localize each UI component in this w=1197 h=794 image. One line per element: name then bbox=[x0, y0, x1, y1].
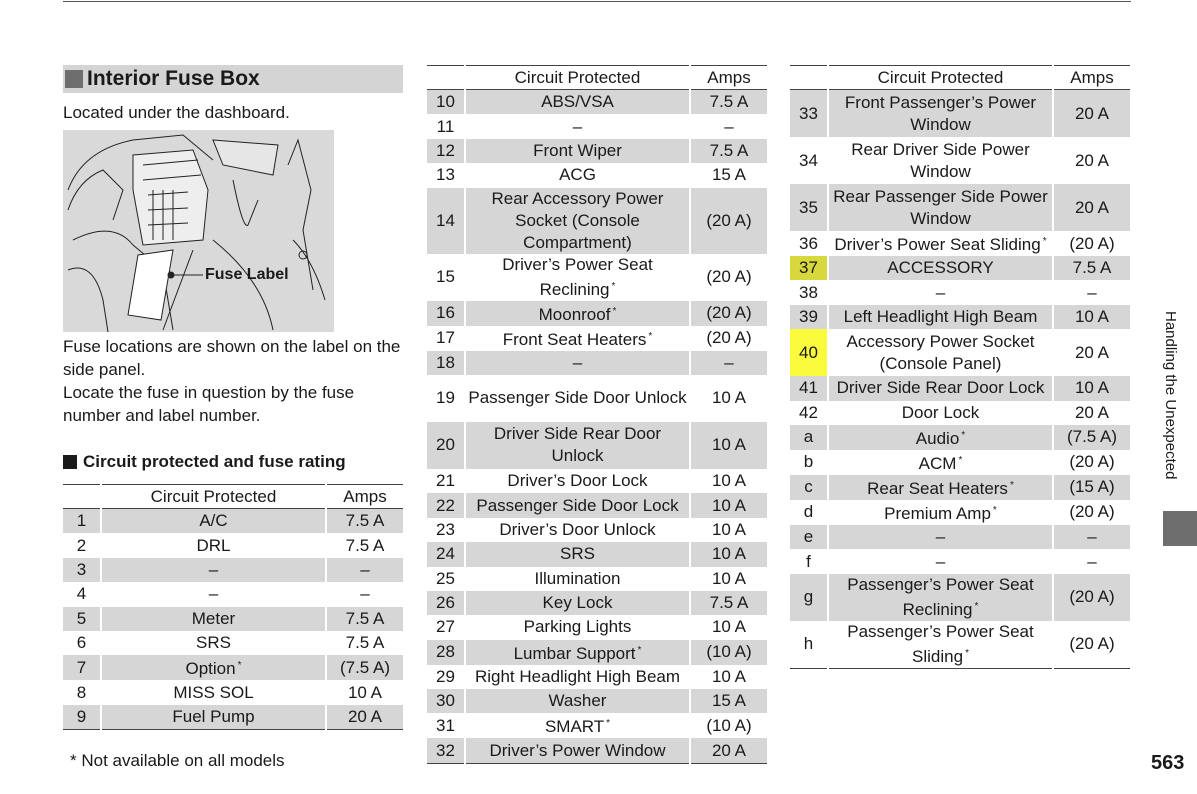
fuse-number: 33 bbox=[790, 90, 828, 138]
circuit-cell bbox=[828, 450, 1053, 475]
chapter-tab-marker[interactable] bbox=[1163, 511, 1197, 546]
circuit-name: MISS SOL bbox=[173, 682, 254, 702]
section-title bbox=[63, 65, 403, 93]
circuit-cell bbox=[828, 184, 1053, 231]
amps-value: 20 A bbox=[1053, 90, 1130, 138]
circuit-name: Driver’s Power Seat Reclining bbox=[502, 254, 653, 299]
circuit-cell bbox=[465, 567, 690, 591]
table-row bbox=[63, 680, 403, 704]
circuit-name: Audio bbox=[915, 428, 960, 448]
fuse-number: 39 bbox=[790, 305, 828, 329]
header-amps: Amps bbox=[326, 485, 403, 509]
subheading bbox=[63, 452, 346, 472]
circuit-name: Left Headlight High Beam bbox=[843, 306, 1038, 326]
fuse-number: 28 bbox=[427, 640, 465, 665]
footnote-marker: * bbox=[606, 718, 611, 730]
circuit-cell bbox=[101, 607, 326, 631]
circuit-name: Passenger Side Door Unlock bbox=[468, 388, 687, 408]
table-row bbox=[790, 305, 1130, 329]
table-row bbox=[63, 582, 403, 606]
amps-value: 15 A bbox=[690, 163, 767, 187]
amps-value: 20 A bbox=[690, 738, 767, 763]
amps-value: – bbox=[690, 351, 767, 375]
table-row bbox=[427, 591, 767, 615]
circuit-cell bbox=[828, 280, 1053, 304]
fuse-number: 9 bbox=[63, 705, 101, 730]
circuit-cell bbox=[828, 475, 1053, 500]
circuit-name: Driver Side Rear Door Unlock bbox=[493, 424, 662, 466]
circuit-cell bbox=[465, 665, 690, 689]
table-row bbox=[427, 493, 767, 517]
amps-value: 7.5 A bbox=[326, 509, 403, 534]
amps-value: 10 A bbox=[690, 375, 767, 422]
circuit-name: Option bbox=[185, 659, 236, 679]
footnote-marker: * bbox=[1009, 479, 1014, 491]
circuit-cell bbox=[465, 188, 690, 254]
table-row bbox=[427, 188, 767, 254]
table-row bbox=[790, 549, 1130, 573]
circuit-cell bbox=[465, 90, 690, 115]
fuse-number: 18 bbox=[427, 351, 465, 375]
table-header bbox=[790, 66, 1130, 90]
circuit-cell bbox=[828, 90, 1053, 138]
table-row bbox=[427, 163, 767, 187]
fuse-number: 24 bbox=[427, 542, 465, 566]
fuse-number: h bbox=[803, 634, 814, 654]
fuse-number: 17 bbox=[436, 328, 455, 348]
header-circuit: Circuit Protected bbox=[828, 66, 1053, 90]
fuse-number: e bbox=[790, 525, 828, 549]
circuit-cell bbox=[828, 549, 1053, 573]
circuit-name: Passenger’s Power Seat Sliding bbox=[847, 621, 1034, 666]
table-row bbox=[427, 615, 767, 639]
table-row bbox=[790, 425, 1130, 450]
amps-value: 10 A bbox=[690, 469, 767, 493]
circuit-name: Lumbar Support bbox=[513, 643, 636, 663]
circuit-name: Driver Side Rear Door Lock bbox=[836, 378, 1045, 398]
circuit-name: Door Lock bbox=[901, 402, 980, 422]
circuit-cell bbox=[465, 738, 690, 763]
location-text: Located under the dashboard. bbox=[63, 103, 290, 122]
footnote-marker: * bbox=[958, 454, 963, 466]
table-row bbox=[790, 329, 1130, 376]
amps-value: – bbox=[1053, 280, 1130, 304]
fuse-number: 30 bbox=[427, 689, 465, 713]
circuit-cell bbox=[101, 705, 326, 730]
table-row bbox=[790, 256, 1130, 280]
circuit-name: Illumination bbox=[534, 568, 621, 588]
fuse-table-3 bbox=[790, 65, 1130, 669]
amps-value: 10 A bbox=[690, 493, 767, 517]
circuit-name: SRS bbox=[560, 544, 595, 564]
circuit-cell bbox=[465, 422, 690, 469]
circuit-cell bbox=[101, 631, 326, 655]
circuit-name: Passenger Side Door Lock bbox=[476, 495, 679, 515]
subheading-marker-icon bbox=[63, 455, 77, 469]
table-row bbox=[427, 254, 767, 301]
header-number bbox=[790, 66, 828, 90]
circuit-cell bbox=[465, 114, 690, 138]
amps-value: 7.5 A bbox=[690, 591, 767, 615]
header-circuit: Circuit Protected bbox=[101, 485, 326, 509]
fuse-number: 3 bbox=[63, 558, 101, 582]
circuit-name: Rear Accessory Power Socket (Console Compartment) bbox=[491, 188, 664, 252]
fuse-label-callout: Fuse Label bbox=[205, 266, 289, 283]
amps-value: (20 A) bbox=[1053, 500, 1130, 525]
fuse-number: 4 bbox=[76, 584, 87, 604]
fuse-number: 6 bbox=[76, 633, 87, 653]
table-row bbox=[790, 525, 1130, 549]
circuit-cell bbox=[101, 582, 326, 606]
circuit-name: Right Headlight High Beam bbox=[474, 666, 681, 686]
fuse-number: 13 bbox=[436, 165, 455, 185]
amps-value: (10 A) bbox=[690, 640, 767, 665]
circuit-cell bbox=[465, 493, 690, 517]
table-row bbox=[790, 90, 1130, 138]
amps-value: – bbox=[326, 558, 403, 582]
circuit-cell bbox=[828, 376, 1053, 400]
table-row bbox=[790, 621, 1130, 669]
fuse-number: 29 bbox=[436, 666, 455, 686]
circuit-name: – bbox=[572, 352, 583, 372]
fuse-number: 32 bbox=[427, 738, 465, 763]
fuse-number: g bbox=[790, 574, 828, 621]
footnote-marker: * bbox=[992, 504, 997, 516]
fuse-number: 23 bbox=[436, 519, 455, 539]
table-row bbox=[63, 533, 403, 557]
amps-value: 10 A bbox=[690, 615, 767, 639]
circuit-name: – bbox=[935, 551, 946, 571]
amps-value: 10 A bbox=[690, 542, 767, 566]
fuse-number: 37 bbox=[790, 256, 828, 280]
amps-value: – bbox=[1053, 549, 1130, 573]
fuse-number: 11 bbox=[436, 116, 455, 136]
fuse-number: 35 bbox=[790, 184, 828, 231]
fuse-number: 22 bbox=[427, 493, 465, 517]
table-row bbox=[427, 738, 767, 763]
fuse-number: 16 bbox=[427, 301, 465, 326]
amps-value: (20 A) bbox=[1053, 450, 1130, 475]
footnote: * Not available on all models bbox=[70, 751, 285, 770]
amps-value: (20 A) bbox=[1053, 574, 1130, 621]
footnote-marker: * bbox=[637, 644, 642, 656]
table-row bbox=[427, 518, 767, 542]
fuse-number: 2 bbox=[76, 535, 87, 555]
amps-value: (10 A) bbox=[690, 713, 767, 738]
amps-value: 10 A bbox=[690, 567, 767, 591]
table-row bbox=[427, 375, 767, 422]
section-marker-icon bbox=[65, 70, 83, 88]
fuse-number: d bbox=[803, 502, 814, 522]
circuit-cell bbox=[828, 305, 1053, 329]
amps-value: 20 A bbox=[1053, 329, 1130, 376]
circuit-cell bbox=[465, 139, 690, 163]
circuit-cell bbox=[828, 574, 1053, 621]
circuit-name: SMART bbox=[544, 717, 605, 737]
circuit-cell bbox=[465, 591, 690, 615]
circuit-name: Passenger’s Power Seat Reclining bbox=[847, 574, 1034, 619]
table-row bbox=[63, 509, 403, 534]
circuit-cell bbox=[828, 500, 1053, 525]
fuse-number: 5 bbox=[63, 607, 101, 631]
table-row bbox=[63, 558, 403, 582]
table-row bbox=[427, 665, 767, 689]
fuse-number: 12 bbox=[427, 139, 465, 163]
circuit-cell bbox=[465, 615, 690, 639]
amps-value: 10 A bbox=[1053, 376, 1130, 400]
table-row bbox=[790, 574, 1130, 621]
table-row bbox=[427, 713, 767, 738]
circuit-name: Parking Lights bbox=[523, 617, 632, 637]
table-row bbox=[790, 137, 1130, 184]
description-1: Fuse locations are shown on the label on the side panel. bbox=[63, 337, 401, 379]
table-row bbox=[63, 705, 403, 730]
circuit-name: ABS/VSA bbox=[541, 92, 614, 112]
header-number bbox=[427, 66, 465, 90]
amps-value: – bbox=[326, 582, 403, 606]
circuit-cell bbox=[828, 621, 1053, 669]
circuit-name: DRL bbox=[196, 535, 231, 555]
circuit-name: ACM bbox=[918, 453, 957, 473]
fuse-table-1 bbox=[63, 484, 403, 730]
amps-value: 7.5 A bbox=[1053, 256, 1130, 280]
header-circuit: Circuit Protected bbox=[465, 66, 690, 90]
table-row bbox=[427, 422, 767, 469]
circuit-name: – bbox=[572, 116, 583, 136]
amps-value: 7.5 A bbox=[690, 139, 767, 163]
chapter-tab-label[interactable]: Handling the Unexpected bbox=[1162, 311, 1179, 480]
amps-value: (7.5 A) bbox=[326, 655, 403, 680]
fuse-number: 38 bbox=[799, 282, 818, 302]
circuit-cell bbox=[101, 509, 326, 534]
table-row bbox=[790, 475, 1130, 500]
circuit-cell bbox=[465, 375, 690, 422]
circuit-cell bbox=[465, 518, 690, 542]
circuit-cell bbox=[828, 401, 1053, 425]
circuit-cell bbox=[465, 326, 690, 351]
circuit-cell bbox=[465, 301, 690, 326]
table-row bbox=[427, 139, 767, 163]
circuit-name: – bbox=[208, 584, 219, 604]
circuit-name: Meter bbox=[191, 608, 236, 628]
table-row bbox=[790, 401, 1130, 425]
circuit-name: A/C bbox=[199, 511, 228, 531]
fuse-number: 31 bbox=[436, 715, 455, 735]
section-title-text: Interior Fuse Box bbox=[87, 67, 260, 90]
circuit-name: ACG bbox=[559, 165, 596, 185]
page-number: 563 bbox=[1151, 752, 1185, 774]
circuit-name: Rear Driver Side Power Window bbox=[851, 139, 1030, 181]
fuse-number: 34 bbox=[799, 150, 818, 170]
amps-value: 20 A bbox=[1053, 184, 1130, 231]
circuit-cell bbox=[465, 469, 690, 493]
table-row bbox=[427, 114, 767, 138]
header-number bbox=[63, 485, 101, 509]
circuit-name: Rear Passenger Side Power Window bbox=[833, 186, 1048, 228]
circuit-name: – bbox=[935, 527, 946, 547]
amps-value: (20 A) bbox=[690, 326, 767, 351]
fuse-number: 1 bbox=[63, 509, 101, 534]
footnote-marker: * bbox=[965, 647, 969, 659]
fuse-number: 7 bbox=[63, 655, 101, 680]
amps-value: 7.5 A bbox=[326, 607, 403, 631]
circuit-name: Accessory Power Socket (Console Panel) bbox=[846, 331, 1035, 373]
fuse-number: a bbox=[790, 425, 828, 450]
amps-value: (20 A) bbox=[1053, 621, 1130, 669]
fuse-number: 26 bbox=[427, 591, 465, 615]
circuit-name: Front Passenger’s Power Window bbox=[844, 92, 1037, 134]
circuit-name: Moonroof bbox=[538, 304, 611, 324]
table-row bbox=[63, 655, 403, 680]
header-amps: Amps bbox=[1053, 66, 1130, 90]
circuit-cell bbox=[101, 533, 326, 557]
footnote-marker: * bbox=[237, 660, 242, 672]
circuit-name: Fuel Pump bbox=[172, 706, 255, 726]
amps-value: 7.5 A bbox=[326, 631, 403, 655]
fuse-number: 42 bbox=[799, 402, 818, 422]
table-row bbox=[427, 351, 767, 375]
description-2: Locate the fuse in question by the fuse number and label number. bbox=[63, 383, 355, 425]
circuit-name: – bbox=[208, 559, 219, 579]
table-row bbox=[790, 450, 1130, 475]
circuit-cell bbox=[465, 640, 690, 665]
fuse-number: 20 bbox=[427, 422, 465, 469]
amps-value: 10 A bbox=[690, 665, 767, 689]
circuit-cell bbox=[465, 689, 690, 713]
fuse-box-diagram bbox=[63, 130, 334, 332]
amps-value: – bbox=[690, 114, 767, 138]
circuit-cell bbox=[465, 542, 690, 566]
amps-value: (7.5 A) bbox=[1053, 425, 1130, 450]
table-row bbox=[63, 631, 403, 655]
amps-value: 10 A bbox=[690, 422, 767, 469]
circuit-cell bbox=[828, 256, 1053, 280]
table-row bbox=[427, 469, 767, 493]
amps-value: (20 A) bbox=[690, 254, 767, 301]
fuse-number: 27 bbox=[436, 617, 455, 637]
fuse-number: 8 bbox=[76, 682, 87, 702]
fuse-number: f bbox=[806, 551, 811, 571]
circuit-name: Front Wiper bbox=[533, 140, 622, 160]
amps-value: (20 A) bbox=[1053, 231, 1130, 256]
fuse-number: 14 bbox=[427, 188, 465, 254]
fuse-number: 40 bbox=[790, 329, 828, 376]
circuit-cell bbox=[465, 163, 690, 187]
amps-value: 20 A bbox=[326, 705, 403, 730]
circuit-name: Driver’s Power Window bbox=[489, 740, 666, 760]
circuit-cell bbox=[465, 351, 690, 375]
footnote-marker: * bbox=[612, 305, 617, 317]
amps-value: 7.5 A bbox=[326, 533, 403, 557]
circuit-name: Driver’s Door Unlock bbox=[499, 519, 656, 539]
footnote-marker: * bbox=[611, 280, 616, 292]
circuit-name: ACCESSORY bbox=[887, 258, 994, 278]
amps-value: 10 A bbox=[1053, 305, 1130, 329]
table-row bbox=[790, 231, 1130, 256]
circuit-cell bbox=[828, 525, 1053, 549]
circuit-cell bbox=[101, 680, 326, 704]
fuse-number: 36 bbox=[799, 233, 818, 253]
footnote-marker: * bbox=[961, 429, 966, 441]
amps-value: 10 A bbox=[326, 680, 403, 704]
amps-value: 10 A bbox=[690, 518, 767, 542]
fuse-number: 15 bbox=[436, 267, 455, 287]
fuse-number: c bbox=[790, 475, 828, 500]
circuit-cell bbox=[828, 425, 1053, 450]
footnote-marker: * bbox=[974, 600, 979, 612]
fuse-number: 25 bbox=[436, 568, 455, 588]
amps-value: 20 A bbox=[1053, 401, 1130, 425]
circuit-cell bbox=[828, 231, 1053, 256]
circuit-cell bbox=[465, 254, 690, 301]
header-amps: Amps bbox=[690, 66, 767, 90]
table-row bbox=[427, 689, 767, 713]
fuse-number: 10 bbox=[427, 90, 465, 115]
circuit-name: SRS bbox=[196, 633, 231, 653]
table-header bbox=[63, 485, 403, 509]
top-rule bbox=[63, 1, 1131, 2]
amps-value: – bbox=[1053, 525, 1130, 549]
fuse-number: b bbox=[803, 452, 814, 472]
circuit-name: Driver’s Power Seat Sliding bbox=[834, 235, 1041, 254]
table-row bbox=[427, 301, 767, 326]
circuit-cell bbox=[828, 137, 1053, 184]
amps-value: 7.5 A bbox=[690, 90, 767, 115]
circuit-cell bbox=[828, 329, 1053, 376]
table-row bbox=[427, 567, 767, 591]
circuit-name: Washer bbox=[548, 691, 607, 711]
table-row bbox=[63, 607, 403, 631]
circuit-name: – bbox=[935, 282, 946, 302]
footnote-marker: * bbox=[648, 330, 653, 342]
table-row bbox=[427, 326, 767, 351]
circuit-cell bbox=[101, 655, 326, 680]
amps-value: (20 A) bbox=[690, 301, 767, 326]
table-row bbox=[790, 184, 1130, 231]
circuit-name: Front Seat Heaters bbox=[502, 329, 647, 349]
table-row bbox=[790, 376, 1130, 400]
table-row bbox=[427, 640, 767, 665]
fuse-number: 41 bbox=[790, 376, 828, 400]
footnote-marker: * bbox=[1042, 236, 1047, 247]
circuit-name: Premium Amp bbox=[884, 503, 991, 523]
fuse-number: 19 bbox=[436, 388, 455, 408]
table-row bbox=[790, 280, 1130, 304]
table-row bbox=[427, 542, 767, 566]
amps-value: (20 A) bbox=[690, 188, 767, 254]
fuse-table-2 bbox=[427, 65, 767, 764]
amps-value: 15 A bbox=[690, 689, 767, 713]
table-row bbox=[427, 90, 767, 115]
subheading-text: Circuit protected and fuse rating bbox=[83, 452, 346, 471]
circuit-cell bbox=[101, 558, 326, 582]
circuit-name: Key Lock bbox=[542, 593, 613, 613]
table-header bbox=[427, 66, 767, 90]
circuit-name: Driver’s Door Lock bbox=[507, 471, 648, 491]
circuit-name: Rear Seat Heaters bbox=[867, 478, 1008, 498]
fuse-number: 21 bbox=[436, 471, 455, 491]
table-row bbox=[790, 500, 1130, 525]
amps-value: 20 A bbox=[1053, 137, 1130, 184]
amps-value: (15 A) bbox=[1053, 475, 1130, 500]
circuit-cell bbox=[465, 713, 690, 738]
